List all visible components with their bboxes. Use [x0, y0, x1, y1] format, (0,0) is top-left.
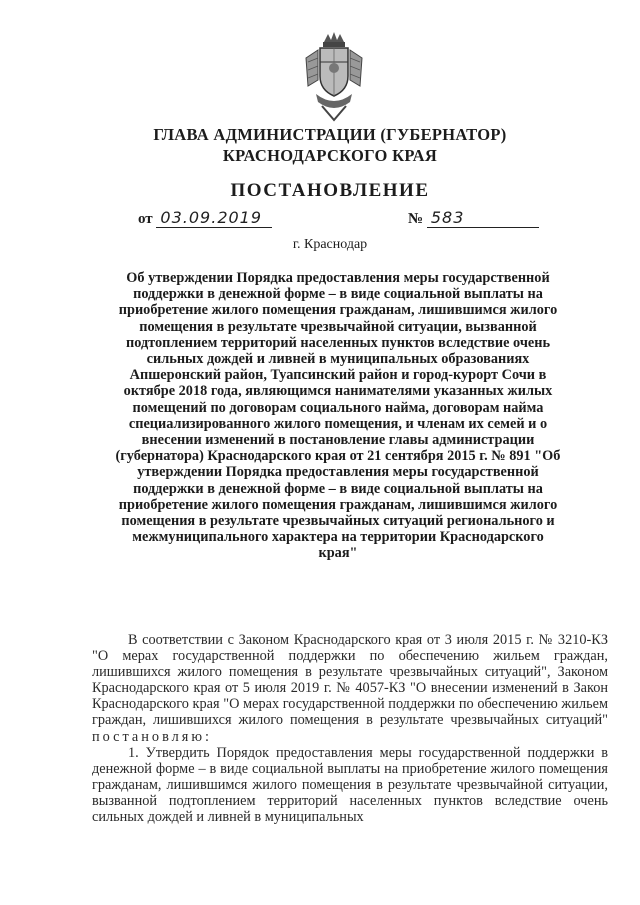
authority-line-2: КРАСНОДАРСКОГО КРАЯ — [222, 146, 438, 165]
issuing-authority — [100, 124, 560, 166]
number-prefix: № — [408, 211, 424, 227]
date-field — [138, 208, 272, 228]
document-date: 03.09.2019 — [156, 208, 272, 228]
document-title: Об утверждении Порядка предоставления меры государственной поддержки в денежной форме – в виде социальной выплаты на приобретение жилого помещения гражданам, лишившимся жилого помещения в результате чрезвычайной ситуации, вызванной подтоплением территорий населенных пунктов вследствие очень сильных дождей и ливней в муниципальных образованиях Апшеронский район, Туапсинский район и город-курорт Сочи в октябре 2018 года, являющимся нанимателями указанных жилых помещений по договорам социального найма, договорам найма специализированного жилого помещения, и членам их семей и о внесении изменений в постановление главы администрации (губернатора) Краснодарского края от 21 сентября 2015 г. № 891 "Об утверждении Порядка предоставления меры государственной поддержки в денежной форме – в виде социальной выплаты на приобретение жилого помещения гражданам, лишившимся жилого помещения в результате чрезвычайных ситуаций регионального и межмуниципального характера на территории Краснодарского края" — [115, 270, 561, 562]
preamble-text: В соответствии с Законом Краснодарского края от 3 июля 2015 г. № 3210-КЗ "О мерах государственной поддержки по обеспечению жильем граждан, лишившихся жилого помещения в результате чрезвычайных ситуаций", Законом Краснодарского края от 5 июля 2019 г. № 4057-КЗ "О внесении изменений в Закон Краснодарского края "О мерах государственной поддержки по обеспечению жильем граждан, лишившихся жилого помещения в результате чрезвычайных ситуаций" — [92, 632, 608, 729]
resolve-word: постановляю: — [92, 728, 212, 745]
document-number: 583 — [427, 208, 539, 228]
preamble-paragraph — [92, 632, 608, 745]
authority-line-1: ГЛАВА АДМИНИСТРАЦИИ (ГУБЕРНАТОР) — [153, 125, 507, 144]
document-body — [92, 632, 608, 825]
document-type: ПОСТАНОВЛЕНИЕ — [230, 180, 430, 201]
city: г. Краснодар — [292, 237, 368, 252]
number-field — [408, 208, 539, 228]
item-1-paragraph: 1. Утвердить Порядок предоставления меры государственной поддержки в денежной форме – в виде социальной выплаты на приобретение жилого помещения гражданам, лишившимся жилого помещения в результате чрезвычайной ситуации, вызванной подтоплением территорий населенных пунктов вследствие очень сильных дождей и ливней в муниципальных — [92, 744, 608, 826]
date-prefix: от — [138, 211, 153, 227]
coat-of-arms-icon — [298, 28, 370, 124]
